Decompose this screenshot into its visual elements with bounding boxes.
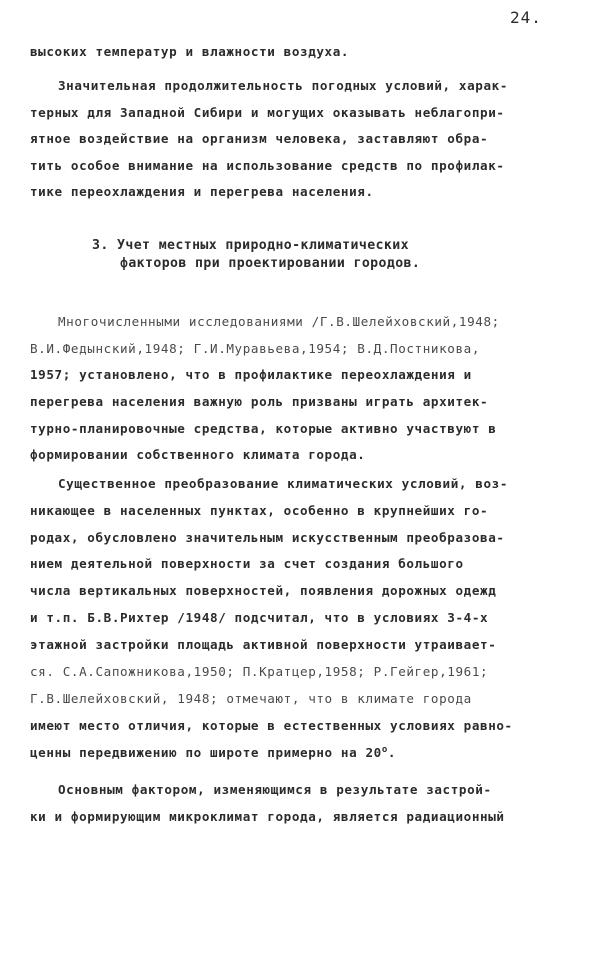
text-line: Г.В.Шелейховский, 1948; отмечают, что в климате города — [30, 691, 472, 706]
text-span: . — [387, 745, 397, 760]
text-line: и т.п. Б.В.Рихтер /1948/ подсчитал, что в условиях 3-4-х — [30, 610, 489, 625]
degree-symbol: о — [381, 744, 388, 755]
text-line: Многочисленными исследованиями /Г.В.Шелейховский,1948; — [58, 314, 500, 329]
text-line: перегрева населения важную роль призваны играть архитек- — [30, 394, 489, 409]
text-line: 1957; установлено, что в профилактике переохлаждения и — [30, 367, 472, 382]
text-line: Значительная продолжительность погодных условий, харак- — [58, 78, 509, 93]
text-line: числа вертикальных поверхностей, появления дорожных одежд — [30, 583, 497, 598]
text-line: ки и формирующим микроклимат города, является радиационный — [30, 809, 505, 824]
text-line: турно-планировочные средства, которые активно участвуют в — [30, 421, 497, 436]
section-heading-line-2: факторов при проектировании городов. — [120, 256, 421, 271]
text-line: формировании собственного климата города. — [30, 447, 366, 462]
text-line: имеют место отличия, которые в естественных условиях равно- — [30, 718, 513, 733]
text-line: В.И.Федынский,1948; Г.И.Муравьева,1954; В.Д.Постникова, — [30, 341, 481, 356]
text-line: никающее в населенных пунктах, особенно в крупнейших го- — [30, 503, 489, 518]
text-line: тить особое внимание на использование средств по профилак- — [30, 158, 505, 173]
text-line: нием деятельной поверхности за счет создания большого — [30, 556, 464, 571]
text-line: Существенное преобразование климатических условий, воз- — [58, 476, 509, 491]
text-line: ятное воздействие на организм человека, заставляют обра- — [30, 131, 489, 146]
text-line: ся. С.А.Сапожникова,1950; П.Кратцер,1958; Р.Гейгер,1961; — [30, 664, 489, 679]
text-line-with-degree — [30, 745, 396, 760]
page-number: 24. — [510, 8, 542, 27]
text-line: высоких температур и влажности воздуха. — [30, 44, 350, 59]
text-line: тике переохлаждения и перегрева населения. — [30, 184, 374, 199]
text-line: этажной застройки площадь активной поверхности утраивает- — [30, 637, 497, 652]
text-span: ценны передвижению по широте примерно на 20 — [30, 745, 382, 760]
text-line: родах, обусловлено значительным искусственным преобразова- — [30, 530, 505, 545]
text-line: терных для Западной Сибири и могущих оказывать неблагопри- — [30, 105, 505, 120]
text-line: Основным фактором, изменяющимся в результате застрой- — [58, 782, 492, 797]
section-heading-line-1: 3. Учет местных природно-климатических — [92, 238, 409, 253]
